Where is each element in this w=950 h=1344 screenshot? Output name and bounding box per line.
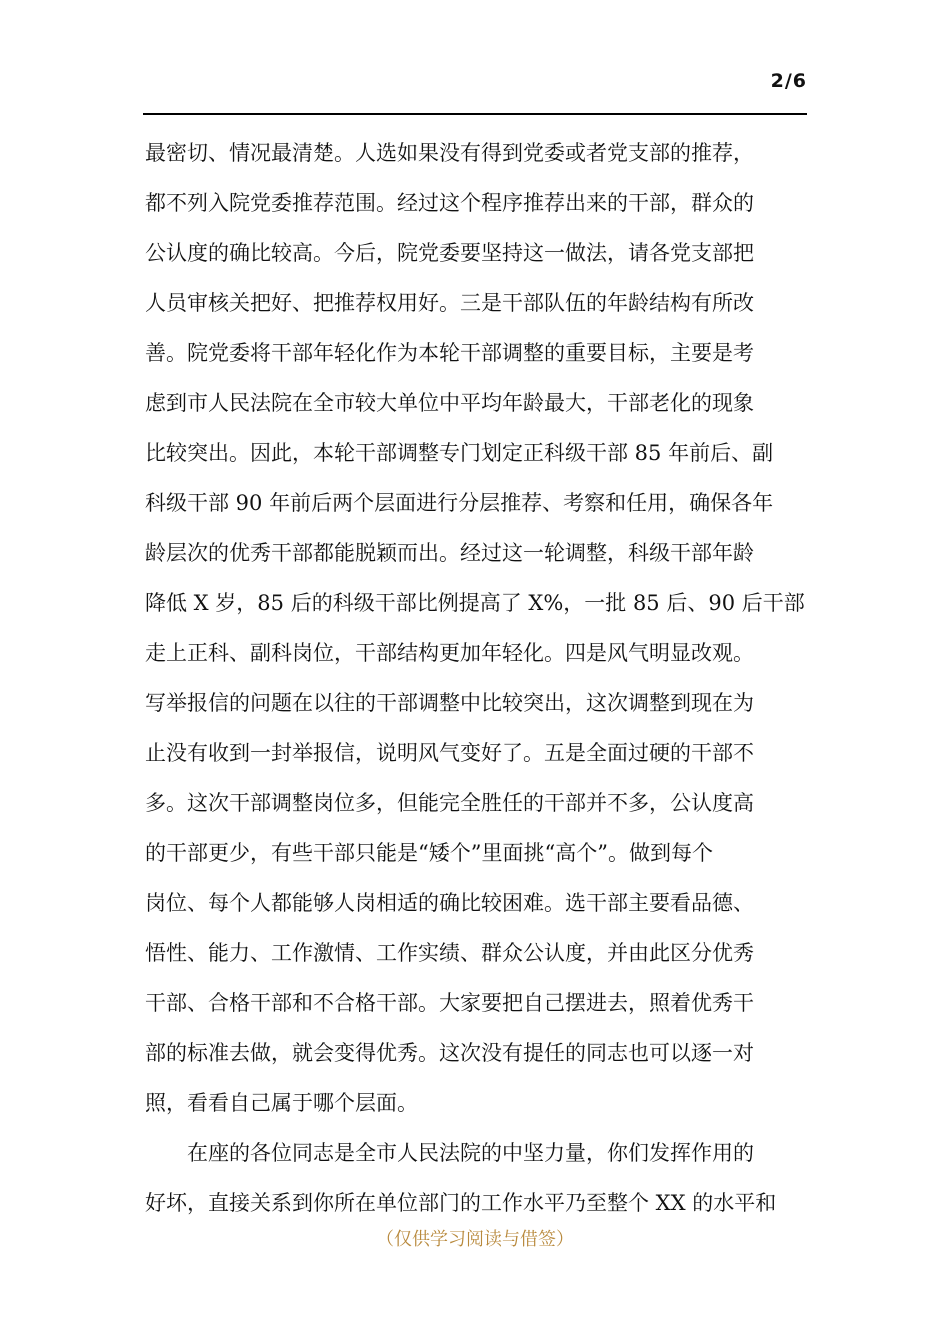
document-body	[145, 128, 809, 1228]
body-line: 好坏，直接关系到你所在单位部门的工作水平乃至整个 XX 的水平和	[145, 1191, 777, 1215]
body-line: 最密切、情况最清楚。人选如果没有得到党委或者党支部的推荐，	[145, 141, 754, 165]
body-line: 比较突出。因此，本轮干部调整专门划定正科级干部 85 年前后、副	[145, 441, 774, 465]
body-line: 虑到市人民法院在全市较大单位中平均年龄最大，干部老化的现象	[145, 391, 754, 415]
body-line: 干部、合格干部和不合格干部。大家要把自己摆进去，照着优秀干	[145, 991, 754, 1015]
body-line: 善。院党委将干部年轻化作为本轮干部调整的重要目标，主要是考	[145, 341, 754, 365]
body-line: 都不列入院党委推荐范围。经过这个程序推荐出来的干部，群众的	[145, 191, 754, 215]
body-line: 多。这次干部调整岗位多，但能完全胜任的干部并不多，公认度高	[145, 791, 754, 815]
body-line: 悟性、能力、工作激情、工作实绩、群众公认度，并由此区分优秀	[145, 941, 754, 965]
footer-note: （仅供学习阅读与借签）	[376, 1229, 574, 1250]
body-line: 人员审核关把好、把推荐权用好。三是干部队伍的年龄结构有所改	[145, 291, 754, 315]
body-line: 科级干部 90 年前后两个层面进行分层推荐、考察和任用，确保各年	[145, 491, 774, 515]
body-line: 在座的各位同志是全市人民法院的中坚力量，你们发挥作用的	[145, 1141, 754, 1165]
body-line: 部的标准去做，就会变得优秀。这次没有提任的同志也可以逐一对	[145, 1041, 754, 1065]
body-line: 降低 X 岁，85 后的科级干部比例提高了 X%，一批 85 后、90 后干部	[145, 591, 805, 615]
header-divider	[143, 113, 807, 115]
body-line: 止没有收到一封举报信，说明风气变好了。五是全面过硬的干部不	[145, 741, 754, 765]
body-line: 岗位、每个人都能够人岗相适的确比较困难。选干部主要看品德、	[145, 891, 754, 915]
body-line: 龄层次的优秀干部都能脱颖而出。经过这一轮调整，科级干部年龄	[145, 541, 754, 565]
body-line: 公认度的确比较高。今后，院党委要坚持这一做法，请各党支部把	[145, 241, 754, 265]
body-line: 的干部更少，有些干部只能是“矮个”里面挑“高个”。做到每个	[145, 841, 713, 865]
body-line: 照，看看自己属于哪个层面。	[145, 1091, 418, 1115]
page-number: 2/6	[770, 70, 807, 92]
body-line: 写举报信的问题在以往的干部调整中比较突出，这次调整到现在为	[145, 691, 754, 715]
body-line: 走上正科、副科岗位，干部结构更加年轻化。四是风气明显改观。	[145, 641, 754, 665]
